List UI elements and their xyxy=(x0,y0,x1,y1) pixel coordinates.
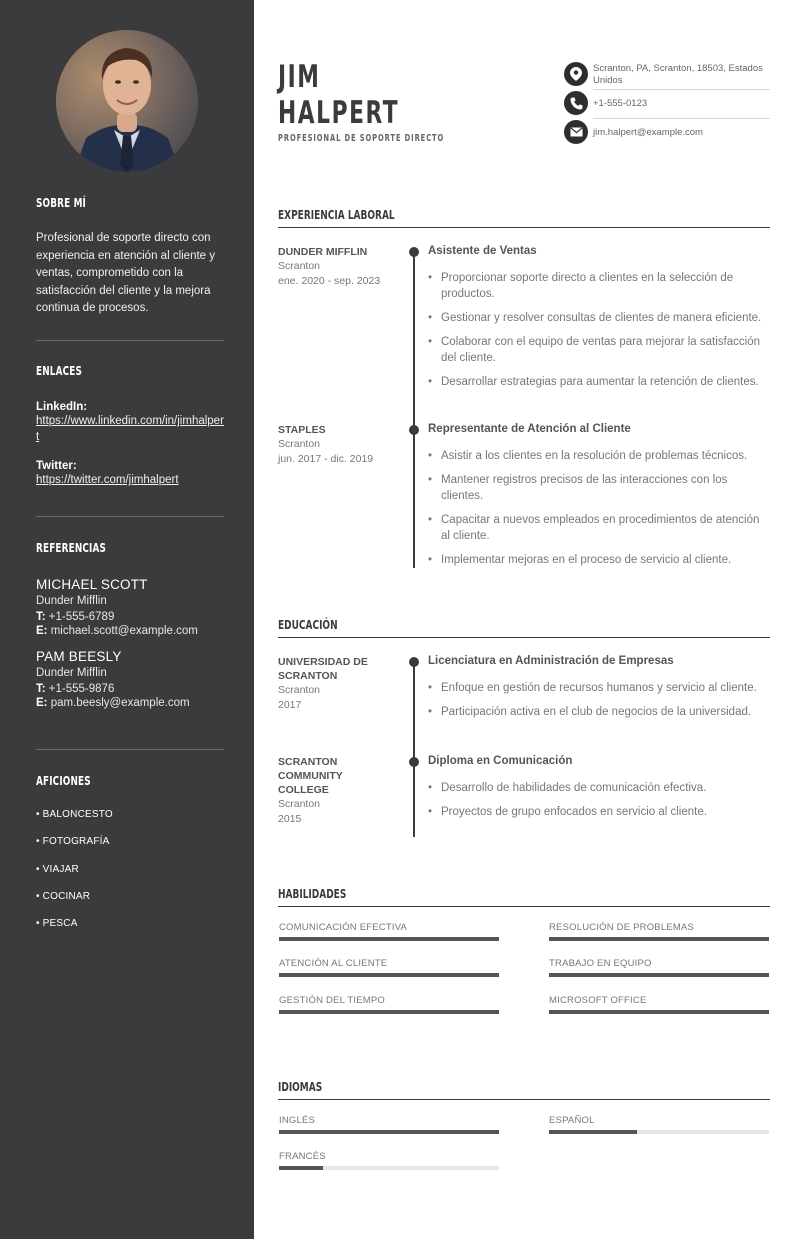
reference-email: E: michael.scott@example.com xyxy=(36,625,198,637)
timeline-line xyxy=(413,662,415,837)
language-bar-fill xyxy=(549,1130,637,1134)
language-name: ESPAÑOL xyxy=(549,1115,595,1126)
skill-bar xyxy=(549,937,769,941)
education-org: SCRANTON COMMUNITY COLLEGE xyxy=(278,756,343,796)
twitter-link[interactable]: https://twitter.com/jimhalpert xyxy=(36,474,179,486)
education-degree: Licenciatura en Administración de Empresas xyxy=(428,655,674,667)
language-bar-fill xyxy=(279,1166,323,1170)
about-text: Profesional de soporte directo con experiencia en atención al cliente y ventas, comprometido con la satisfacción del cliente y la mejora continua de procesos. xyxy=(36,232,216,314)
envelope-icon xyxy=(564,120,588,144)
job-title: PROFESIONAL DE SOPORTE DIRECTO xyxy=(278,133,445,144)
sidebar-divider xyxy=(36,749,224,750)
education-year: 2015 xyxy=(278,813,302,825)
language-bar xyxy=(279,1166,499,1170)
experience-role: Representante de Atención al Cliente xyxy=(428,423,631,435)
map-pin-icon xyxy=(564,62,588,86)
hobby-item: • COCINAR xyxy=(36,891,91,902)
experience-bullet: • Implementar mejoras en el proceso de servicio al cliente. xyxy=(428,552,770,568)
reference-name: MICHAEL SCOTT xyxy=(36,577,148,592)
skill-bar xyxy=(279,937,499,941)
experience-title: EXPERIENCIA LABORAL xyxy=(278,207,395,222)
section-rule xyxy=(278,906,770,907)
phone-text[interactable]: +1-555-0123 xyxy=(593,98,648,109)
experience-location: Scranton xyxy=(278,438,321,450)
experience-org: STAPLES xyxy=(278,424,326,436)
experience-dates: ene. 2020 - sep. 2023 xyxy=(278,275,381,287)
timeline-dot xyxy=(409,247,419,257)
timeline-line xyxy=(413,252,415,568)
skill-bar xyxy=(279,973,499,977)
sidebar xyxy=(0,0,254,1239)
experience-bullet: • Asistir a los clientes en la resolución de problemas técnicos. xyxy=(428,448,770,464)
hobby-item: • VIAJAR xyxy=(36,864,79,875)
languages-title: IDIOMAS xyxy=(278,1079,323,1094)
education-bullet: • Proyectos de grupo enfocados en servicio al cliente. xyxy=(428,804,770,820)
reference-company: Dunder Mifflin xyxy=(36,667,107,679)
section-rule xyxy=(278,637,770,638)
experience-bullet: • Gestionar y resolver consultas de clientes de manera eficiente. xyxy=(428,310,770,326)
experience-bullet: • Capacitar a nuevos empleados en procedimientos de atención al cliente. xyxy=(428,512,770,544)
skills-title: HABILIDADES xyxy=(278,886,347,901)
twitter-label: Twitter: xyxy=(36,460,77,472)
address-text: Scranton, PA, Scranton, 18503, Estados Unidos xyxy=(593,63,763,86)
hobbies-section xyxy=(36,774,224,934)
skill-bar xyxy=(279,1010,499,1014)
language-bar xyxy=(549,1130,769,1134)
contact-divider xyxy=(593,118,770,119)
linkedin-label: LinkedIn: xyxy=(36,401,88,413)
last-name: HALPERT xyxy=(278,95,400,131)
linkedin-link[interactable]: https://www.linkedin.com/in/jimhalpert xyxy=(36,415,224,443)
hobby-item: • FOTOGRAFÍA xyxy=(36,836,110,847)
skill-bar xyxy=(549,973,769,977)
skill-bar xyxy=(549,1010,769,1014)
reference-item xyxy=(36,649,224,709)
skill-bar-fill xyxy=(549,937,769,941)
experience-role: Asistente de Ventas xyxy=(428,245,537,257)
education-location: Scranton xyxy=(278,684,321,696)
contact-divider xyxy=(593,89,770,90)
skill-name: GESTIÓN DEL TIEMPO xyxy=(279,995,386,1006)
section-rule xyxy=(278,227,770,228)
contact-phone xyxy=(564,91,770,119)
reference-phone: T: +1-555-9876 xyxy=(36,683,115,695)
experience-bullet: • Proporcionar soporte directo a clientes en la selección de productos. xyxy=(428,270,770,302)
email-text[interactable]: jim.halpert@example.com xyxy=(593,127,703,138)
skill-bar-fill xyxy=(549,1010,769,1014)
contact-address xyxy=(564,62,770,90)
references-title: REFERENCIAS xyxy=(36,541,107,555)
skill-bar-fill xyxy=(279,937,499,941)
reference-company: Dunder Mifflin xyxy=(36,595,107,607)
first-name: JIM xyxy=(278,59,321,95)
experience-org: DUNDER MIFFLIN xyxy=(278,246,368,258)
language-name: INGLÉS xyxy=(279,1115,316,1126)
language-name: FRANCÉS xyxy=(279,1151,326,1162)
skill-name: ATENCIÓN AL CLIENTE xyxy=(279,958,388,969)
skill-bar-fill xyxy=(549,973,769,977)
education-bullet: • Participación activa en el club de negocios de la universidad. xyxy=(428,704,770,720)
education-bullet: • Desarrollo de habilidades de comunicación efectiva. xyxy=(428,780,770,796)
section-rule xyxy=(278,1099,770,1100)
links-section xyxy=(36,364,224,488)
hobby-item: • PESCA xyxy=(36,918,78,929)
experience-bullet: • Colaborar con el equipo de ventas para mejorar la satisfacción del cliente. xyxy=(428,334,770,366)
references-section xyxy=(36,541,224,709)
experience-location: Scranton xyxy=(278,260,321,272)
education-degree: Diploma en Comunicación xyxy=(428,755,573,767)
skill-bar-fill xyxy=(279,973,499,977)
reference-item xyxy=(36,577,224,637)
education-year: 2017 xyxy=(278,699,302,711)
skill-bar-fill xyxy=(279,1010,499,1014)
experience-bullet: • Desarrollar estrategias para aumentar la retención de clientes. xyxy=(428,374,770,390)
profile-photo xyxy=(56,30,198,172)
experience-bullet: • Mantener registros precisos de las interacciones con los clientes. xyxy=(428,472,770,504)
reference-name: PAM BEESLY xyxy=(36,649,122,664)
contact-email xyxy=(564,120,770,146)
skill-name: TRABAJO EN EQUIPO xyxy=(549,958,652,969)
reference-email: E: pam.beesly@example.com xyxy=(36,697,190,709)
hobbies-title: AFICIONES xyxy=(36,774,91,788)
education-title: EDUCACIÓN xyxy=(278,617,338,632)
language-bar-fill xyxy=(279,1130,499,1134)
timeline-dot xyxy=(409,757,419,767)
timeline-dot xyxy=(409,425,419,435)
experience-dates: jun. 2017 - dic. 2019 xyxy=(278,453,374,465)
timeline-dot xyxy=(409,657,419,667)
education-location: Scranton xyxy=(278,798,321,810)
links-title: ENLACES xyxy=(36,364,83,378)
sidebar-divider xyxy=(36,340,224,341)
skill-name: RESOLUCIÓN DE PROBLEMAS xyxy=(549,922,695,933)
hobby-item: • BALONCESTO xyxy=(36,809,113,820)
education-bullet: • Enfoque en gestión de recursos humanos y servicio al cliente. xyxy=(428,680,770,696)
about-title: SOBRE MÍ xyxy=(36,196,87,210)
skill-name: COMUNICACIÓN EFECTIVA xyxy=(279,922,408,933)
phone-icon xyxy=(564,91,588,115)
sidebar-divider xyxy=(36,516,224,517)
reference-phone: T: +1-555-6789 xyxy=(36,611,115,623)
education-org: UNIVERSIDAD DE SCRANTON xyxy=(278,656,368,682)
skill-name: MICROSOFT OFFICE xyxy=(549,995,647,1006)
language-bar xyxy=(279,1130,499,1134)
about-section xyxy=(36,196,224,318)
